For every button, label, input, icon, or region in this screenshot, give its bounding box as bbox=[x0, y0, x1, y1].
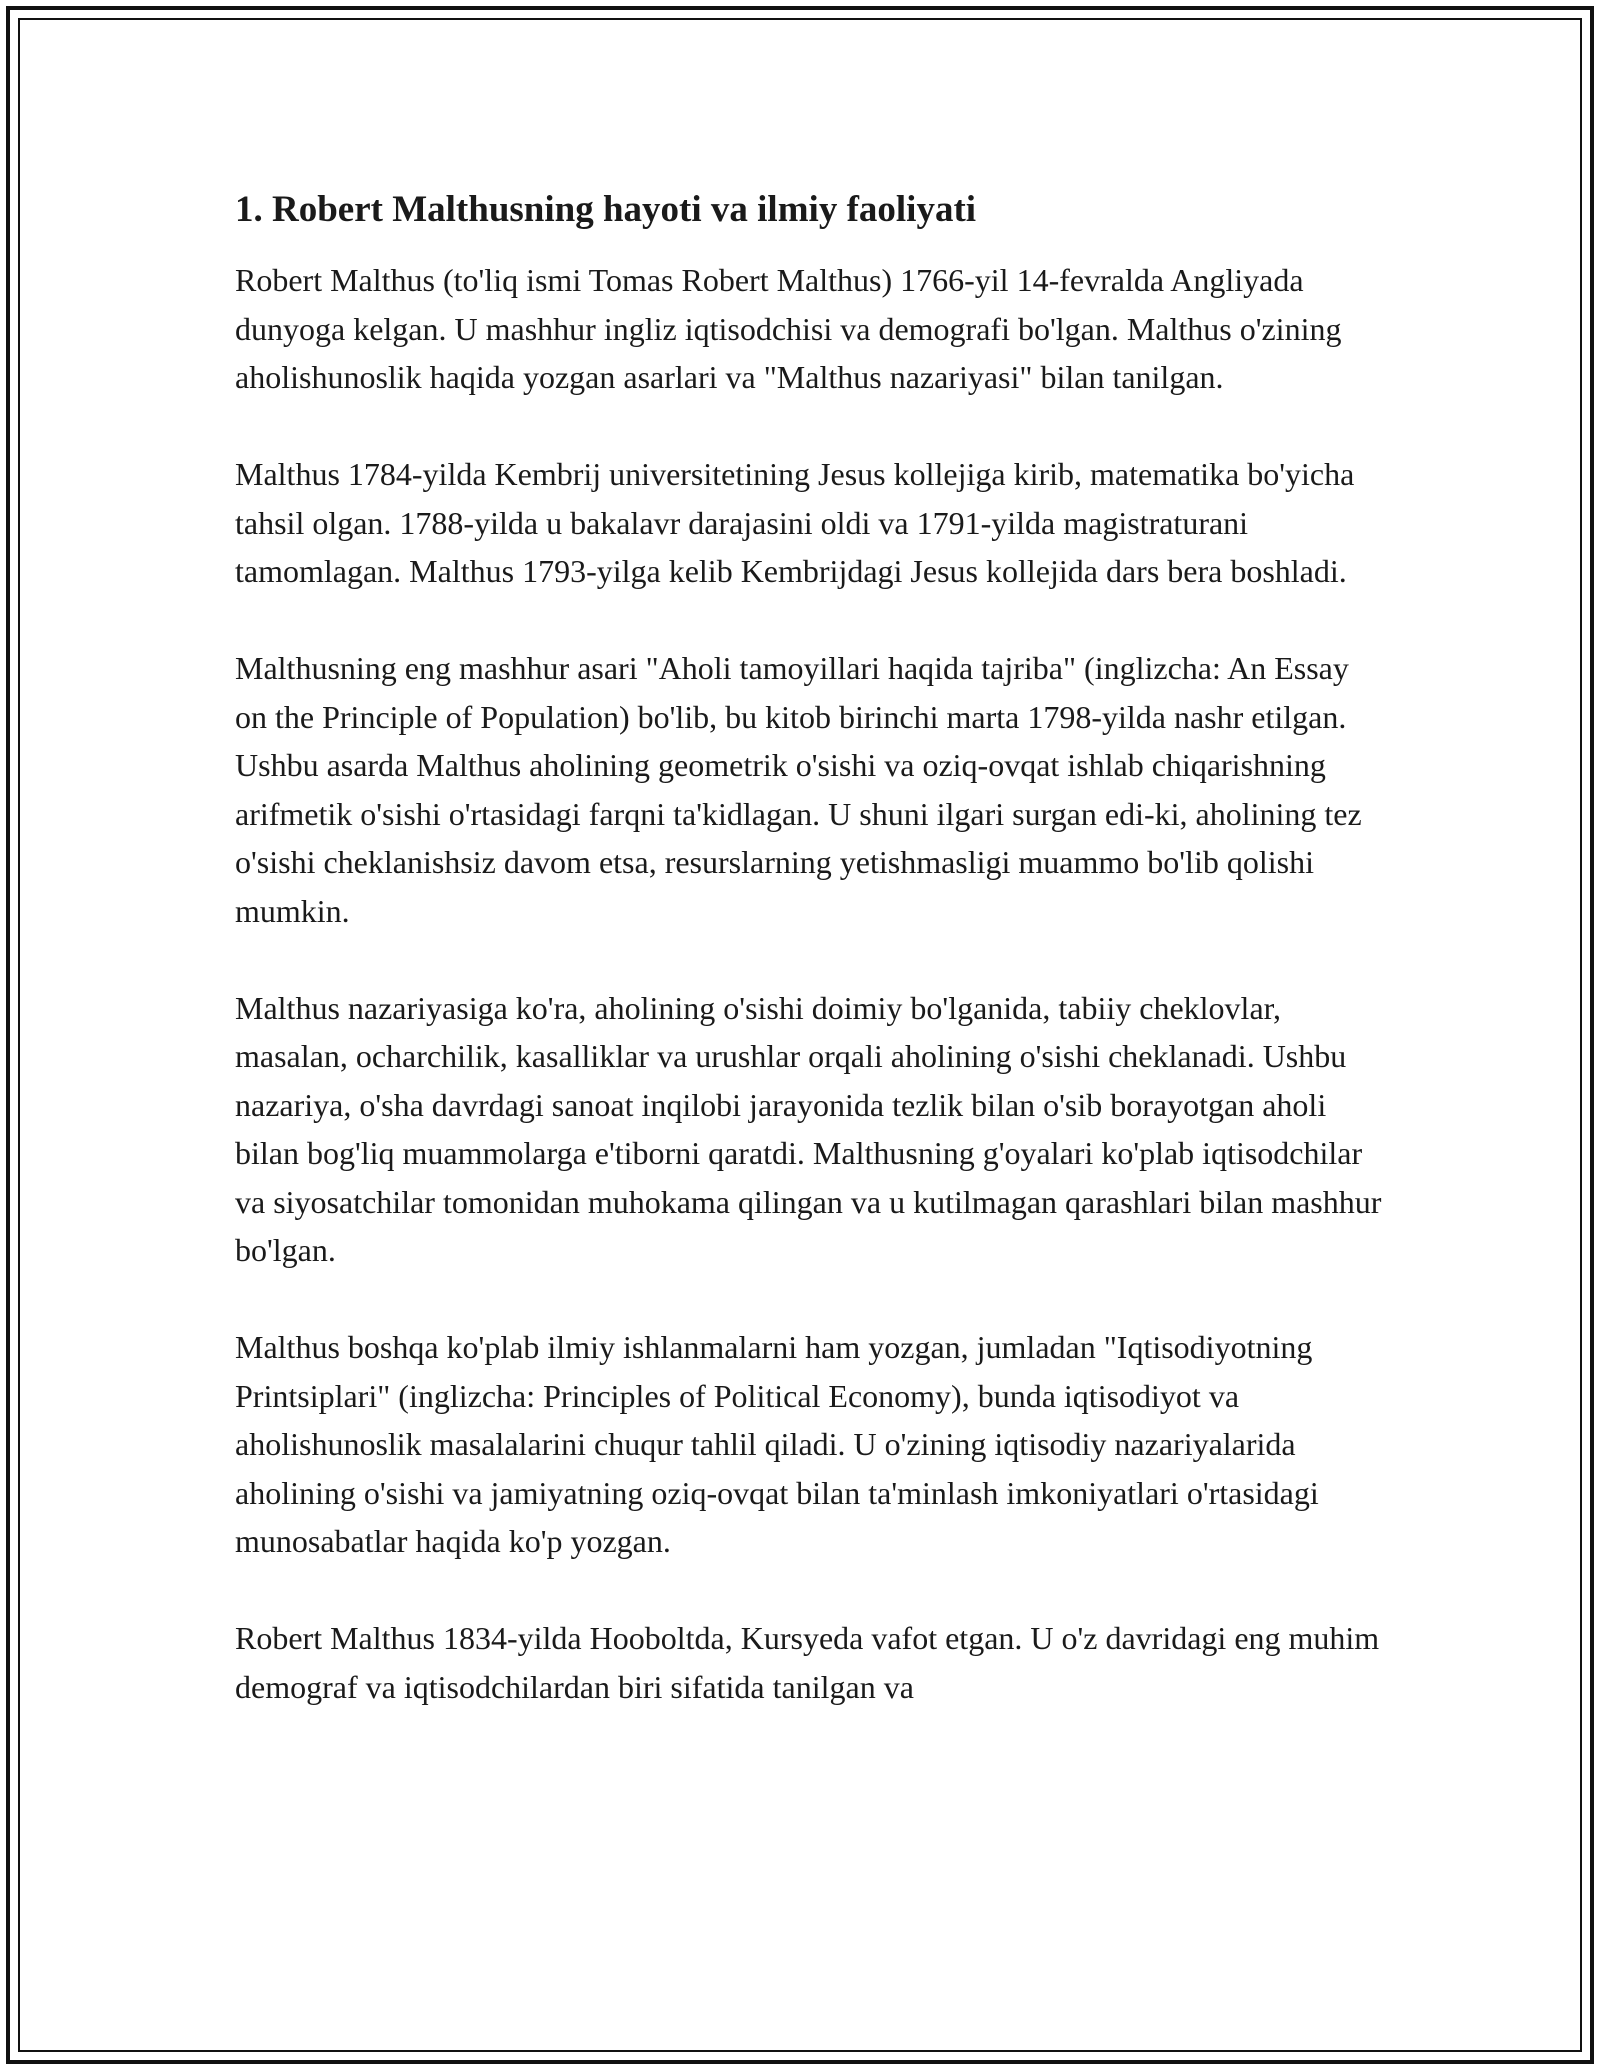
paragraph-essay: Malthusning eng mashhur asari "Aholi tamoyillari haqida tajriba" (inglizcha: An Essay on the Principle of Population) bo'lib, bu kitob birinchi marta 1798-yilda nashr etilgan. Ushbu asarda Malthus aholining geometrik o'sishi va oziq-ovqat ishlab chiqarishning arifmetik o'sishi o'rtasidagi farqni ta'kidlagan. U shuni ilgari surgan edi-ki, aholining tez o'sishi cheklanishsiz davom etsa, resurslarning yetishmasligi muammo bo'lib qolishi mumkin. bbox=[235, 650, 1362, 929]
paragraph-theory: Malthus nazariyasiga ko'ra, aholining o'sishi doimiy bo'lganida, tabiiy cheklovlar, masalan, ocharchilik, kasalliklar va urushlar orqali aholining o'sishi cheklanadi. Ushbu nazariya, o'sha davrdagi sanoat inqilobi jarayonida tezlik bilan o'sib borayotgan aholi bilan bog'liq muammolarga e'tiborni qaratdi. Malthusning g'oyalari ko'plab iqtisodchilar va siyosatchilar tomonidan muhokama qilingan va u kutilmagan qarashlari bilan mashhur bo'lgan. bbox=[235, 989, 1382, 1268]
paragraph-education: Malthus 1784-yilda Kembrij universitetining Jesus kollejiga kirib, matematika bo'yicha tahsil olgan. 1788-yilda u bakalavr darajasini oldi va 1791-yilda magistraturani tamomlagan. Malthus 1793-yilga kelib Kembrijdagi Jesus kollejida dars bera boshladi. bbox=[235, 456, 1355, 589]
document-body bbox=[235, 186, 1385, 1760]
section-title: 1. Robert Malthusning hayoti va ilmiy faoliyati bbox=[235, 189, 977, 230]
paragraph-birth: Robert Malthus (to'liq ismi Tomas Robert Malthus) 1766-yil 14-fevralda Angliyada dunyoga kelgan. U mashhur ingliz iqtisodchisi va demografi bo'lgan. Malthus o'zining aholishunoslik haqida yozgan asarlari va "Malthus nazariyasi" bilan tanilgan. bbox=[235, 262, 1342, 395]
paragraph-other-works: Malthus boshqa ko'plab ilmiy ishlanmalarni ham yozgan, jumladan "Iqtisodiyotning Printsiplari" (inglizcha: Principles of Political Economy), bunda iqtisodiyot va aholishunoslik masalalarini chuqur tahlil qiladi. U o'zining iqtisodiy nazariyalarida aholining o'sishi va jamiyatning oziq-ovqat bilan ta'minlash imkoniyatlari o'rtasidagi munosabatlar haqida ko'p yozgan. bbox=[235, 1329, 1319, 1559]
paragraph-death: Robert Malthus 1834-yilda Hooboltda, Kursyeda vafot etgan. U o'z davridagi eng muhim demograf va iqtisodchilardan biri sifatida tanilgan va bbox=[235, 1620, 1380, 1705]
